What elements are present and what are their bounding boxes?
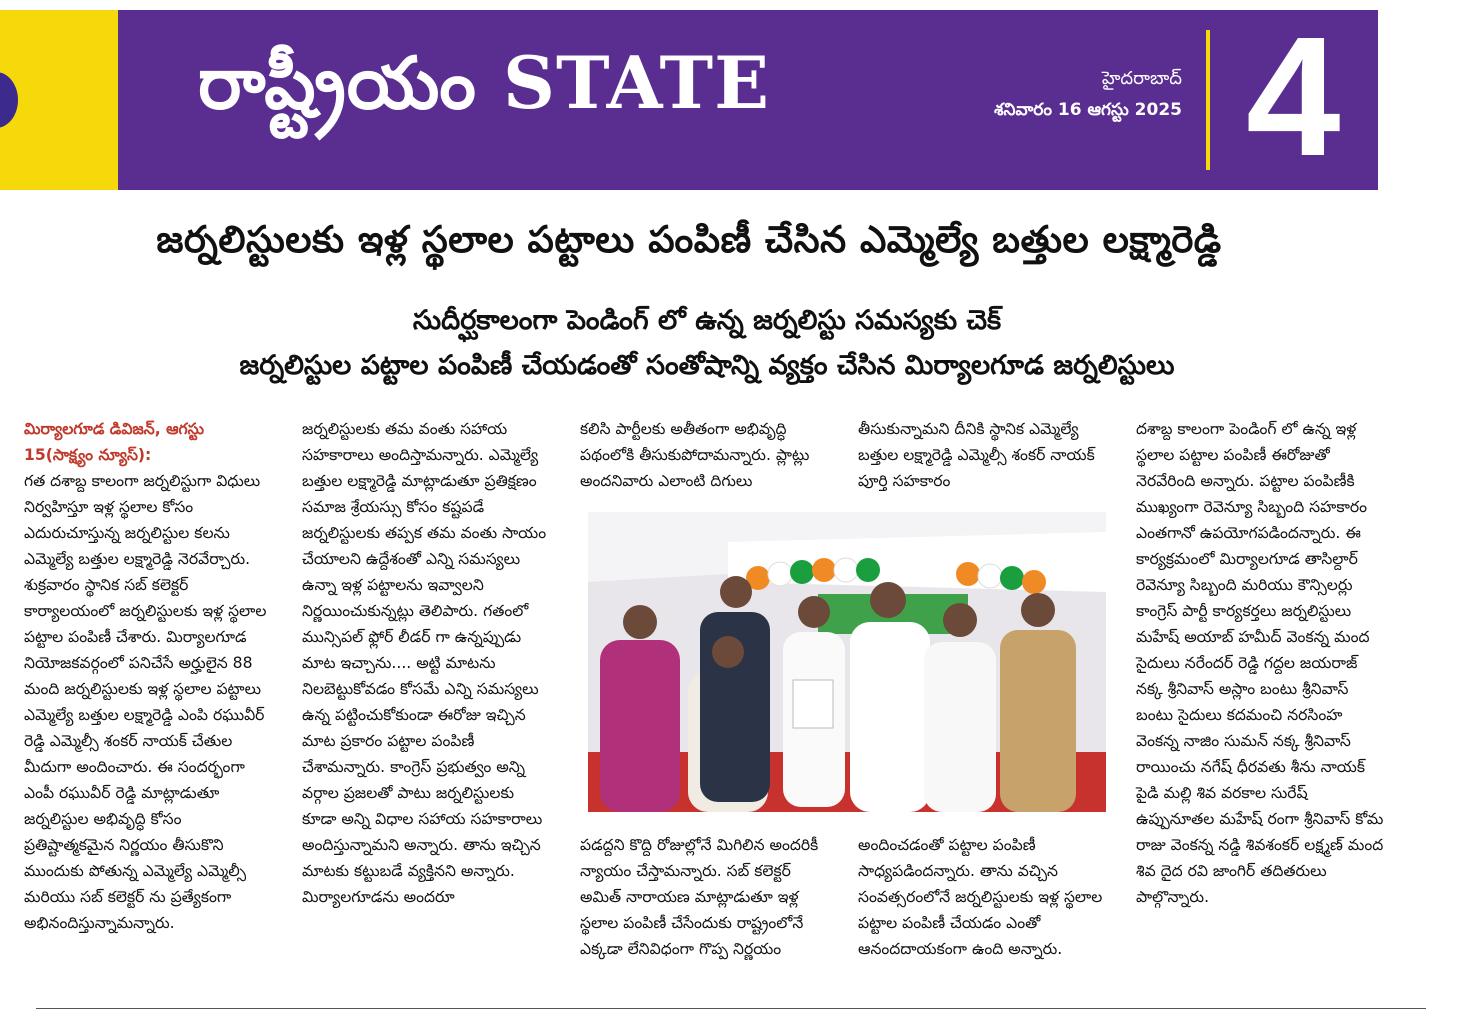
subheadline-1: సుదీర్ఘకాలంగా పెండింగ్ లో ఉన్న జర్నలిస్టు సమస్యకు చెక్	[412, 305, 1002, 336]
event-photo-illustration	[588, 512, 1106, 812]
page-bottom-rule	[36, 1008, 1426, 1009]
column-3-bottom-text: పడద్దని కొద్ది రోజుల్లోనే మిగిలిన అందరికీ న్యాయం చేస్తామన్నారు. సబ్ కలెక్టర్ అమిత్ నారాయణ మాట్లాడుతూ ఇళ్ల స్థలాల పంపిణీ చేసేందుకు రాష్ట్రంలోనే ఎక్కడా లేనివిధంగా గొప్ప నిర్ణయం	[580, 836, 819, 958]
article-headline: జర్నలిస్టులకు ఇళ్ల స్థలాల పట్టాలు పంపిణీ చేసిన ఎమ్మెల్యే బత్తుల లక్ష్మారెడ్డి	[156, 218, 1222, 261]
masthead-divider	[1206, 30, 1210, 170]
issue-date: శనివారం 16 ఆగస్టు 2025	[994, 100, 1182, 120]
article-column-5	[1136, 416, 1386, 910]
masthead-side-strip	[0, 10, 118, 190]
column-1-text: గత దశాబ్ద కాలంగా జర్నలిస్టుగా విధులు నిర్వహిస్తూ ఇళ్ల స్థలాల కోసం ఎదురుచూస్తున్న జర్నలిస్టుల కలను ఎమ్మెల్యే బత్తుల లక్ష్మారెడ్డి నెరవేర్చారు. శుక్రవారం స్థానిక సబ్ కలెక్టర్ కార్యాలయంలో జర్నలిస్టులకు ఇళ్ల స్థలాల పట్టాల పంపిణీ చేశారు. మిర్యాలగూడ నియోజకవర్గంలో పనిచేసే అర్హులైన 88 మంది జర్నలిస్టులకు ఇళ్ల స్థలాల పట్టాలు ఎమ్మెల్యే బత్తుల లక్ష్మారెడ్డి ఎంపి రఘువీర్ రెడ్డి ఎమ్మెల్సీ శంకర్ నాయక్ చేతుల మీదుగా అందించారు. ఈ సందర్భంగా ఎంపీ రఘువీర్ రెడ్డి మాట్లాడుతూ జర్నలిస్టుల అభివృద్ధి కోసం ప్రతిష్టాత్మకమైన నిర్ణయం తీసుకొని ముందుకు పోతున్న ఎమ్మెల్యే ఎమ్మెల్సీ మరియు సబ్ కలెక్టర్ ను ప్రత్యేకంగా అభినందిస్తున్నామన్నారు.	[24, 472, 267, 932]
masthead-band	[118, 2, 1378, 192]
page-number: 4	[1246, 2, 1341, 192]
subheadline-2: జర్నలిస్టుల పట్టాల పంపిణీ చేయడంతో సంతోషాన్ని వ్యక్తం చేసిన మిర్యాలగూడ జర్నలిస్టులు	[239, 350, 1175, 381]
article-column-2	[302, 416, 552, 910]
column-5-text: దశాబ్ద కాలంగా పెండింగ్ లో ఉన్న ఇళ్ల స్థలాల పట్టాల పంపిణీ ఈరోజుతో నెరవేరింది అన్నారు. పట్టాల పంపిణీకి ముఖ్యంగా రెవెన్యూ సిబ్బంది సహకారం ఎంతగానో ఉపయోగపడిందన్నారు. ఈ కార్యక్రమంలో మిర్యాలగూడ తాసిల్దార్ రెవెన్యూ సిబ్బంది మరియు కౌన్సిలర్లు కాంగ్రెస్ పార్టీ కార్యకర్తలు జర్నలిస్టులు మహేష్ అయాబ్ హమీద్ వెంకన్న మంద సైదులు నరేందర్ రెడ్డి గద్దల జయరాజ్ నక్క శ్రీనివాస్ అస్లాం బంటు శ్రీనివాస్ బంటు సైదులు కదమంచి నరసింహ వెంకన్న నాజిం సుమన్ నక్క శ్రీనివాస్ రాయించు నగేష్ ధీరవతు శీను నాయక్ పైడి మల్లి శివ వరకాల సురేష్ ఉప్పునూతల మహేష్ రంగా శ్రీనివాస్ కోమ రాజు వెంకన్న నడ్డి శివశంకర్ లక్ష్మణ్ మంద శివ దైద రవి జాంగిర్ తదితరులు పాల్గొన్నారు.	[1136, 420, 1384, 906]
article-column-1	[24, 416, 274, 936]
column-4-bottom-text: అందించడంతో పట్టాల పంపిణీ సాధ్యపడిందన్నారు. తాను వచ్చిన సంవత్సరంలోనే జర్నలిస్టులకు ఇళ్ల స్థలాల పట్టాల పంపిణీ చేయడం ఎంతో ఆనందదాయకంగా ఉంది అన్నారు.	[858, 836, 1103, 958]
column-3-top-text: కలిసి పార్టీలకు అతీతంగా అభివృద్ధి పథంలోకి తీసుకుపోదామన్నారు. ప్లాట్లు అందనివారు ఎలాంటి దిగులు	[580, 420, 810, 490]
column-2-text: జర్నలిస్టులకు తమ వంతు సహాయ సహకారాలు అందిస్తామన్నారు. ఎమ్మెల్యే బత్తుల లక్ష్మారెడ్డి మాట్లాడుతూ ప్రతిక్షణం సమాజ శ్రేయస్సు కోసం కష్టపడే జర్నలిస్టులకు తప్పక తమ వంతు సాయం చేయాలని ఉద్దేశంతో ఎన్ని సమస్యలు ఉన్నా ఇళ్ల పట్టాలను ఇవ్వాలని నిర్ణయించుకున్నట్లు తెలిపారు. గతంలో మున్సిపల్ ఫ్లోర్ లీడర్ గా ఉన్నప్పుడు మాట ఇచ్చాను.... అట్టి మాటను నిలబెట్టుకోవడం కోసమే ఎన్ని సమస్యలు ఉన్న పట్టించుకోకుండా ఈరోజు ఇచ్చిన మాట ప్రకారం పట్టాల పంపిణీ చేశామన్నారు. కాంగ్రెస్ ప్రభుత్వం అన్ని వర్గాల ప్రజలతో పాటు జర్నలిస్టులకు కూడా అన్ని విధాల సహాయ సహకారాలు అందిస్తున్నామని అన్నారు. తాను ఇచ్చిన మాటకు కట్టుబడే వ్యక్తినని అన్నారు. మిర్యాలగూడను అందరూ	[302, 420, 547, 906]
article-column-3-top	[580, 416, 830, 494]
article-column-3-bottom	[580, 832, 830, 962]
event-photo	[588, 512, 1106, 812]
article-column-4-bottom	[858, 832, 1108, 962]
section-title: రాష్ట్రీయం STATE	[198, 40, 770, 125]
article-column-4-top	[858, 416, 1108, 494]
city-label: హైదరాబాద్	[1101, 68, 1182, 89]
dateline: మిర్యాలగూడ డివిజన్, ఆగస్టు 15(సాక్ష్యం న్యూస్):	[24, 420, 204, 464]
column-4-top-text: తీసుకున్నామని దీనికి స్థానిక ఎమ్మెల్యే బత్తుల లక్ష్మారెడ్డి ఎమ్మెల్సీ శంకర్ నాయక్ పూర్తి సహకారం	[858, 420, 1095, 490]
logo-dot	[0, 72, 18, 128]
